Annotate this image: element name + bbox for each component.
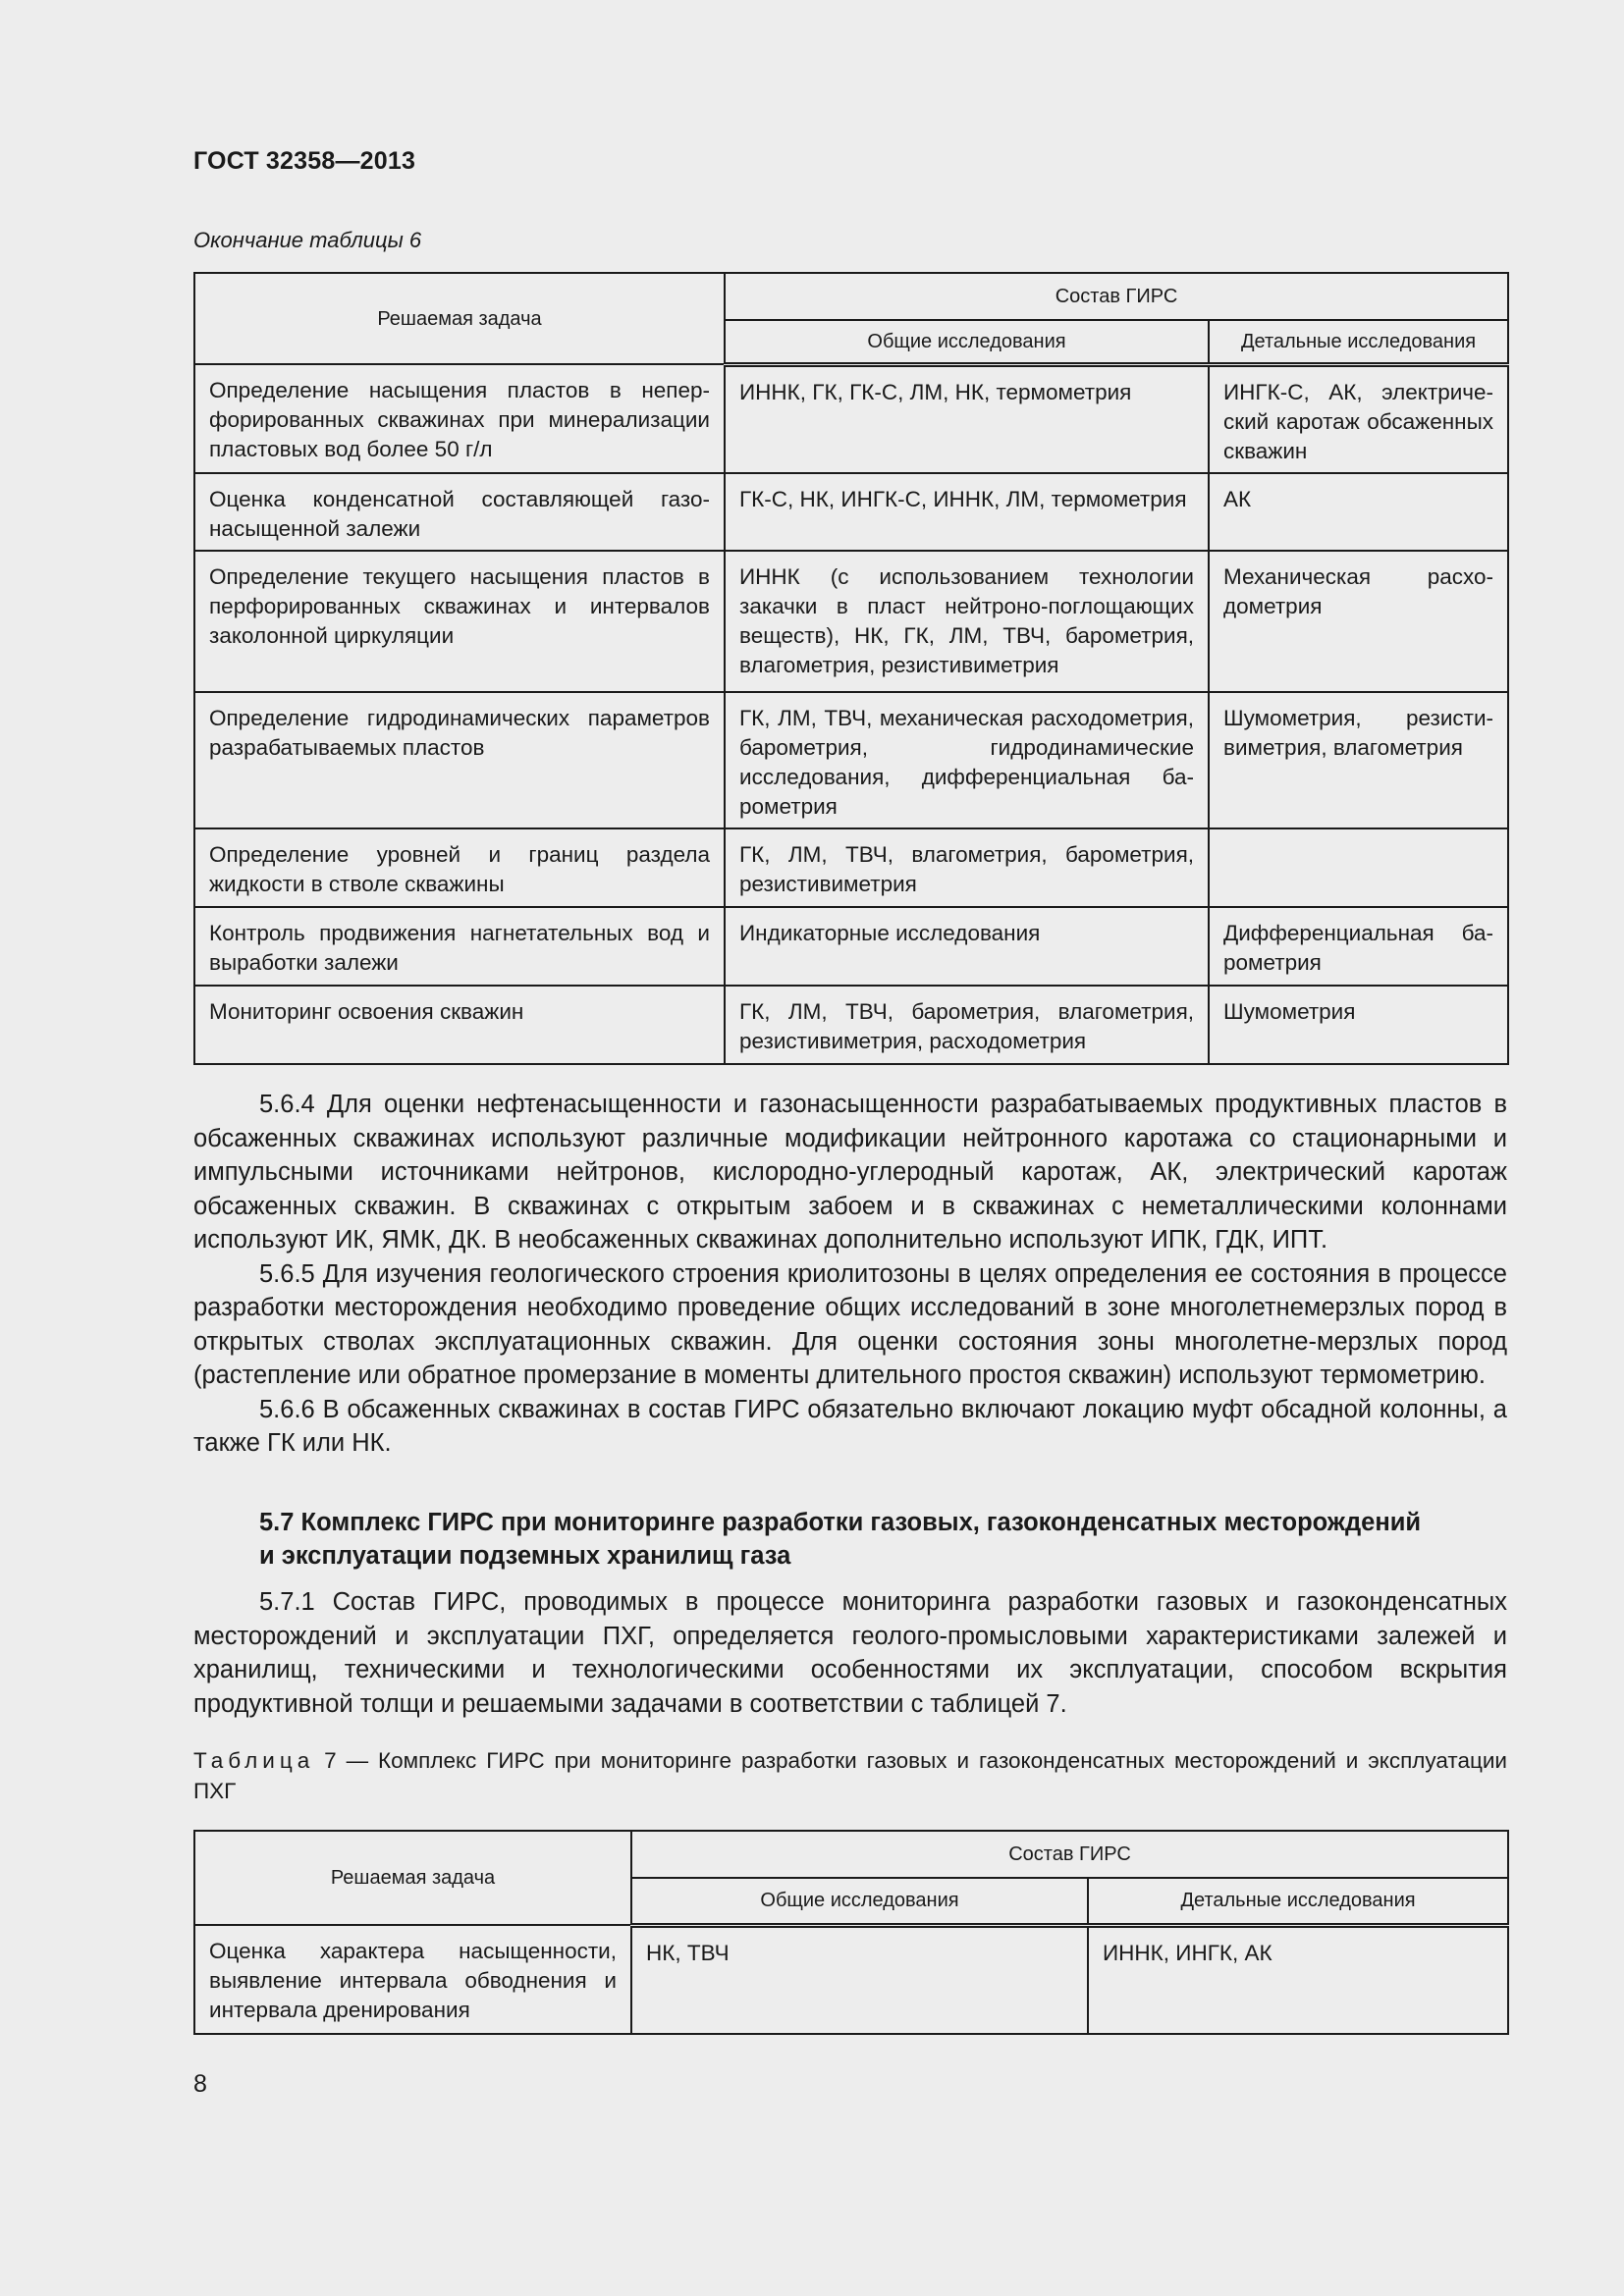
cell-general: ГК, ЛМ, ТВЧ, барометрия, влагометрия, резистивиметрия, расходометрия — [725, 986, 1209, 1064]
cell-general: ГК-С, НК, ИНГК-С, ИННК, ЛМ, термометрия — [725, 473, 1209, 551]
column-header-task: Решаемая задача — [194, 273, 725, 364]
paragraph-5-6-4: 5.6.4 Для оценки нефтенасыщенности и газонасыщенности разрабатываемых продуктивных пластов в обсаженных скважинах используют различные модификации нейтронного каротажа со стационарными и импульсными источниками нейтронов, кислородно-углеродный каротаж, АК, электрический каротаж обсаженных скважин. В скважинах с открытым забоем и в скважинах с неметаллическими колоннами используют ИК, ЯМК, ДК. В необсаженных скважинах дополнительно используют ИПК, ГДК, ИПТ. — [193, 1091, 1507, 1254]
cell-task: Контроль продвижения нагнетательных вод и выработки залежи — [194, 907, 725, 986]
table-row — [194, 828, 1508, 907]
column-header-group: Состав ГИРС — [631, 1831, 1508, 1878]
table-6 — [193, 272, 1509, 1065]
cell-detailed: Шумометрия, резистивиметрия, влагометрия — [1209, 692, 1508, 828]
paragraph-5-6-6: 5.6.6 В обсаженных скважинах в состав ГИРС обязательно включают локацию муфт обсадной колонны, а также ГК или НК. — [193, 1395, 1507, 1457]
table-row — [194, 692, 1508, 828]
cell-task: Оценка конденсатной составляющей газонасыщенной залежи — [194, 473, 725, 551]
table-continuation-label: Окончание таблицы 6 — [193, 228, 422, 252]
column-header-general: Общие исследования — [631, 1878, 1088, 1925]
table-7-caption-word: Таблица — [193, 1748, 315, 1773]
cell-general: НК, ТВЧ — [631, 1925, 1088, 2034]
document-header: ГОСТ 32358—2013 — [193, 147, 416, 175]
cell-task: Определение текущего насыщения пластов в перфорированных скважинах и интервалов заколонной циркуляции — [194, 551, 725, 692]
cell-task: Определение уровней и границ раздела жидкости в стволе скважины — [194, 828, 725, 907]
body-paragraphs-5-6 — [193, 1088, 1507, 1461]
cell-task: Оценка характера насыщенности, выявление интервала обводнения и интервала дренирования — [194, 1925, 631, 2034]
column-header-general: Общие исследования — [725, 320, 1209, 364]
column-header-detailed: Детальные исследования — [1209, 320, 1508, 364]
table-row — [194, 364, 1508, 473]
column-header-group: Состав ГИРС — [725, 273, 1508, 320]
column-header-task: Решаемая задача — [194, 1831, 631, 1925]
section-title-5-7: 5.7 Комплекс ГИРС при мониторинге разработки газовых, газоконденсатных месторождений и эксплуатации подземных хранилищ газа — [259, 1509, 1422, 1570]
cell-general: ИННК, ГК, ГК-С, ЛМ, НК, термометрия — [725, 364, 1209, 473]
table-row — [194, 907, 1508, 986]
cell-detailed: Механическая расходометрия — [1209, 551, 1508, 692]
paragraph-5-7-1: 5.7.1 Состав ГИРС, проводимых в процессе мониторинга разработки газовых и газоконденсатных месторождений и эксплуатации ПХГ, определяется геолого-промысловыми характеристиками залежей и хранилищ, техническими и технологическими особенностями их эксплуатации, способом вскрытия продуктивной толщи и решаемыми задачами в соответствии с таблицей 7. — [193, 1588, 1507, 1718]
body-paragraphs-5-7 — [193, 1585, 1507, 1721]
paragraph-5-6-5: 5.6.5 Для изучения геологического строения криолитозоны в целях определения ее состояния в процессе разработки месторождения необходимо проведение общих исследований в зоне многолетнемерзлых пород в открытых стволах эксплуатационных скважин. Для оценки состояния зоны многолетне-мерзлых пород (растепление или обратное промерзание в моменты длительного простоя скважин) используют термометрию. — [193, 1259, 1507, 1389]
table-row — [194, 473, 1508, 551]
cell-detailed: АК — [1209, 473, 1508, 551]
table-7-caption — [193, 1745, 1507, 1806]
cell-task: Определение гидродинамических параметров разрабатываемых пластов — [194, 692, 725, 828]
cell-task: Определение насыщения пластов в неперфорированных скважинах при минерализации пластовых вод более 50 г/л — [194, 364, 725, 473]
cell-detailed: ИНГК-С, АК, электрический каротаж обсаженных скважин — [1209, 364, 1508, 473]
cell-general: ГК, ЛМ, ТВЧ, влагометрия, барометрия, резистивиметрия — [725, 828, 1209, 907]
column-header-detailed: Детальные исследования — [1088, 1878, 1508, 1925]
page-number: 8 — [193, 2070, 207, 2098]
cell-detailed — [1209, 828, 1508, 907]
table-7-caption-text: 7 — Комплекс ГИРС при мониторинге разработки газовых и газоконденсатных месторождений и эксплуатации ПХГ — [193, 1748, 1507, 1803]
cell-detailed: ИННК, ИНГК, АК — [1088, 1925, 1508, 2034]
cell-task: Мониторинг освоения скважин — [194, 986, 725, 1064]
cell-detailed: Дифференциальная барометрия — [1209, 907, 1508, 986]
cell-general: ИННК (с использованием технологии закачки в пласт нейтроно-поглощающих веществ), НК, ГК, ЛМ, ТВЧ, барометрия, влагометрия, резистивиметрия — [725, 551, 1209, 692]
table-row — [194, 551, 1508, 692]
cell-detailed: Шумометрия — [1209, 986, 1508, 1064]
table-row — [194, 1925, 1508, 2034]
cell-general: ГК, ЛМ, ТВЧ, механическая расходометрия, барометрия, гидродинамические исследования, дифференциальная барометрия — [725, 692, 1209, 828]
table-7 — [193, 1830, 1509, 2035]
cell-general: Индикаторные исследования — [725, 907, 1209, 986]
table-row — [194, 986, 1508, 1064]
